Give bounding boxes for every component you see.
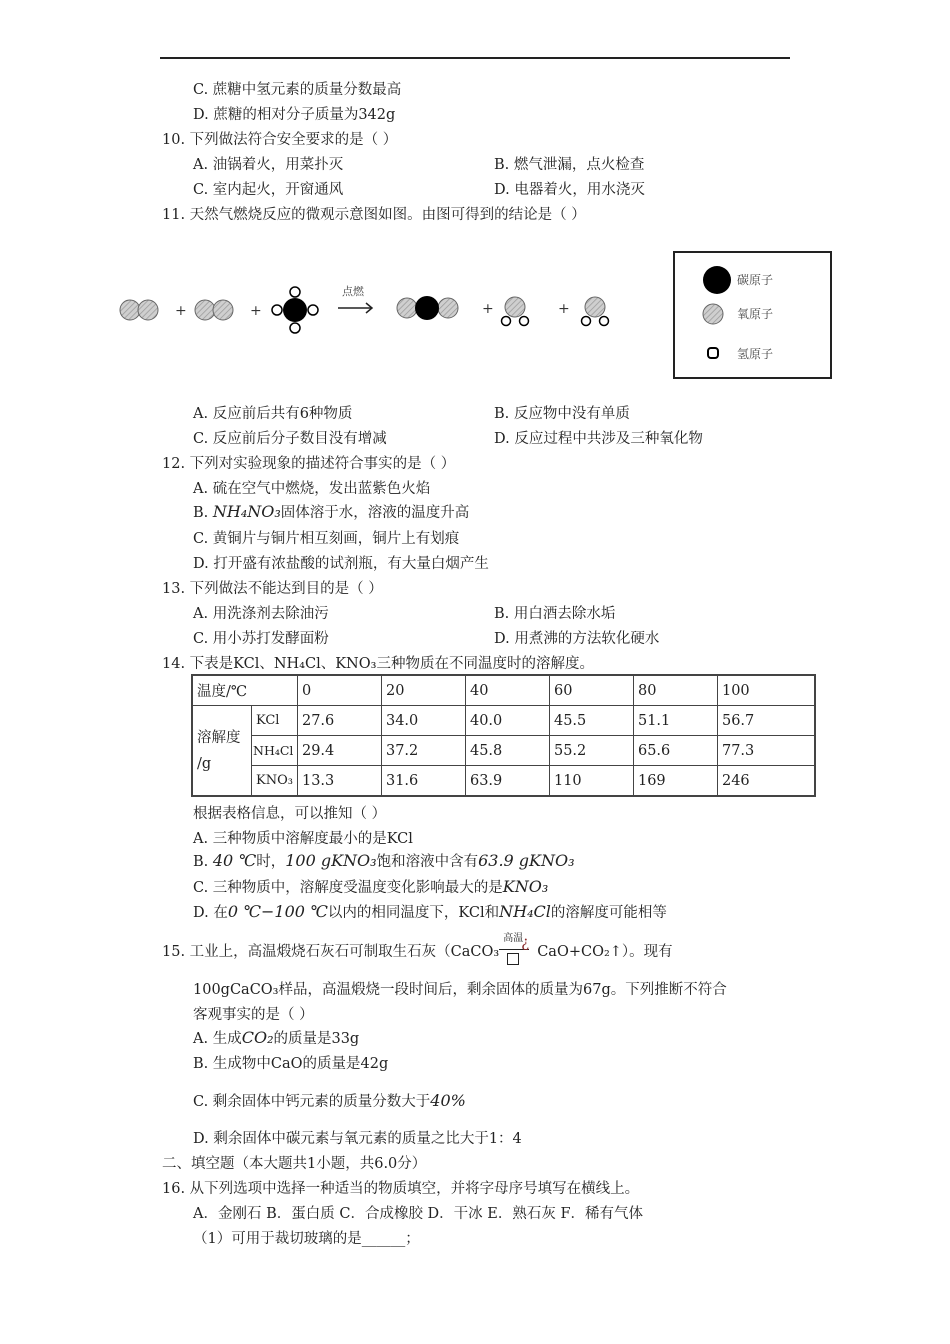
temp-cell: 40 (465, 675, 549, 706)
q13-option-c: C. 用小苏打发酵面粉 (193, 631, 329, 647)
temp-cell: 100 (717, 675, 815, 706)
methane-molecule (272, 287, 318, 333)
reaction-condition-fraction: 高温 ¿ (499, 943, 537, 961)
value-cell: 31.6 (381, 766, 465, 797)
value-cell: 246 (717, 766, 815, 797)
q12-option-a: A. 硫在空气中燃烧，发出蓝紫色火焰 (193, 481, 431, 497)
q15-option-a: A. 生成CO₂的质量是33g (193, 1028, 360, 1047)
q16-options: A．金刚石 B．蛋白质 C．合成橡胶 D．干冰 E．熟石灰 F．稀有气体 (193, 1206, 644, 1222)
q12-formula: NH₄NO₃ (212, 502, 281, 521)
q13-option-a: A. 用洗涤剂去除油污 (193, 606, 329, 622)
legend-hydrogen: 氢原子 (737, 347, 774, 361)
value-cell: 34.0 (381, 706, 465, 736)
q12-stem: 12. 下列对实验现象的描述符合事实的是（ ） (162, 456, 456, 472)
temp-cell: 20 (381, 675, 465, 706)
q12-option-b: B. NH₄NO₃固体溶于水，溶液的温度升高 (193, 502, 470, 521)
q15-option-d: D. 剩余固体中碳元素与氧元素的质量之比大于1：4 (193, 1131, 522, 1147)
plus-1: + (175, 303, 187, 319)
value-cell: 40.0 (465, 706, 549, 736)
q10-option-d: D. 电器着火，用水浇灭 (494, 182, 645, 198)
q15-line2: 100gCaCO₃样品，高温煅烧一段时间后，剩余固体的质量为67g。下列推断不符合 (193, 982, 727, 998)
q14-option-b: B. 40 ℃时，100 gKNO₃饱和溶液中含有63.9 gKNO₃ (193, 851, 575, 870)
q14-option-c: C. 三种物质中，溶解度受温度变化影响最大的是KNO₃ (193, 877, 549, 896)
value-cell: 37.2 (381, 736, 465, 766)
q15-option-b: B. 生成物中CaO的质量是42g (193, 1056, 389, 1072)
q10-option-c: C. 室内起火，开窗通风 (193, 182, 344, 198)
atom-legend (673, 251, 832, 379)
q13-option-b: B. 用白酒去除水垢 (494, 606, 616, 622)
temp-cell: 80 (633, 675, 717, 706)
value-cell: 27.6 (297, 706, 381, 736)
temp-cell: 60 (549, 675, 633, 706)
row-name: KNO₃ (252, 766, 298, 797)
plus-2: + (250, 303, 262, 319)
hydrogen-atom-icon (708, 348, 718, 358)
legend-carbon: 碳原子 (737, 273, 774, 287)
value-cell: 63.9 (465, 766, 549, 797)
legend-oxygen: 氧原子 (737, 307, 774, 321)
oxygen-molecule-1 (120, 300, 158, 320)
header-rule (160, 57, 790, 59)
q11-option-a: A. 反应前后共有6种物质 (193, 406, 353, 422)
oxygen-atom-icon (703, 304, 723, 324)
q15-option-c: C. 剩余固体中钙元素的质量分数大于40% (193, 1091, 466, 1110)
q14-stem: 14. 下表是KCl、NH₄Cl、KNO₃三种物质在不同温度时的溶解度。 (162, 656, 594, 672)
q10-option-b: B. 燃气泄漏，点火检查 (494, 157, 645, 173)
carbon-atom-icon (703, 266, 731, 294)
table-row (192, 706, 815, 736)
q9-option-c: C. 蔗糖中氢元素的质量分数最高 (193, 82, 402, 98)
q11-option-c: C. 反应前后分子数目没有增减 (193, 431, 387, 447)
reaction-condition: 点燃 (342, 285, 364, 298)
table-row (192, 736, 815, 766)
q11-option-d: D. 反应过程中共涉及三种氧化物 (494, 431, 703, 447)
temp-label: 温度/℃ (192, 675, 297, 706)
q9-option-d: D. 蔗糖的相对分子质量为342g (193, 107, 396, 123)
value-cell: 13.3 (297, 766, 381, 797)
q16-stem: 16. 从下列选项中选择一种适当的物质填空，并将字母序号填写在横线上。 (162, 1181, 640, 1197)
q14-option-d: D. 在0 ℃−100 ℃以内的相同温度下，KCl和NH₄Cl的溶解度可能相等 (193, 902, 667, 921)
reaction-diagram (110, 270, 630, 350)
q12-option-d: D. 打开盛有浓盐酸的试剂瓶，有大量白烟产生 (193, 556, 489, 572)
q16-sub1: （1）可用于裁切玻璃的是______； (193, 1231, 420, 1247)
q15-stem: 15. 工业上，高温煅烧石灰石可制取生石灰（CaCO₃ 高温 ¿ CaO+CO₂↑）。现有 (162, 940, 673, 961)
section-title: 二、填空题（本大题共1小题，共6.0分） (162, 1156, 427, 1172)
oxygen-molecule-2 (195, 300, 233, 320)
q14-after-table: 根据表格信息，可以推知（ ） (193, 806, 387, 822)
table-row (192, 766, 815, 797)
q11-stem: 11. 天然气燃烧反应的微观示意图如图。由图可得到的结论是（ ） (162, 207, 586, 223)
q15-line3: 客观事实的是（ ） (193, 1007, 314, 1023)
water-molecule-2 (582, 297, 609, 326)
q10-stem: 10. 下列做法符合安全要求的是（ ） (162, 132, 398, 148)
value-cell: 77.3 (717, 736, 815, 766)
row-name: NH₄Cl (252, 736, 298, 766)
value-cell: 45.8 (465, 736, 549, 766)
value-cell: 110 (549, 766, 633, 797)
q13-option-d: D. 用煮沸的方法软化硬水 (494, 631, 660, 647)
value-cell: 29.4 (297, 736, 381, 766)
q13-stem: 13. 下列做法不能达到目的是（ ） (162, 581, 383, 597)
value-cell: 169 (633, 766, 717, 797)
q11-option-b: B. 反应物中没有单质 (494, 406, 630, 422)
value-cell: 45.5 (549, 706, 633, 736)
solubility-table (191, 674, 816, 797)
solubility-group-label: 溶解度 /g (192, 706, 252, 797)
carbon-dioxide-molecule (397, 296, 458, 320)
value-cell: 55.2 (549, 736, 633, 766)
value-cell: 65.6 (633, 736, 717, 766)
water-molecule-1 (502, 297, 529, 326)
q14-option-a: A. 三种物质中溶解度最小的是KCl (193, 831, 413, 847)
row-name: KCl (252, 706, 298, 736)
q10-option-a: A. 油锅着火，用菜扑灭 (193, 157, 344, 173)
plus-3: + (482, 301, 494, 317)
q12-option-c: C. 黄铜片与铜片相互刻画，铜片上有划痕 (193, 531, 460, 547)
temp-cell: 0 (297, 675, 381, 706)
plus-4: + (558, 301, 570, 317)
table-header-row (192, 675, 815, 706)
value-cell: 56.7 (717, 706, 815, 736)
value-cell: 51.1 (633, 706, 717, 736)
